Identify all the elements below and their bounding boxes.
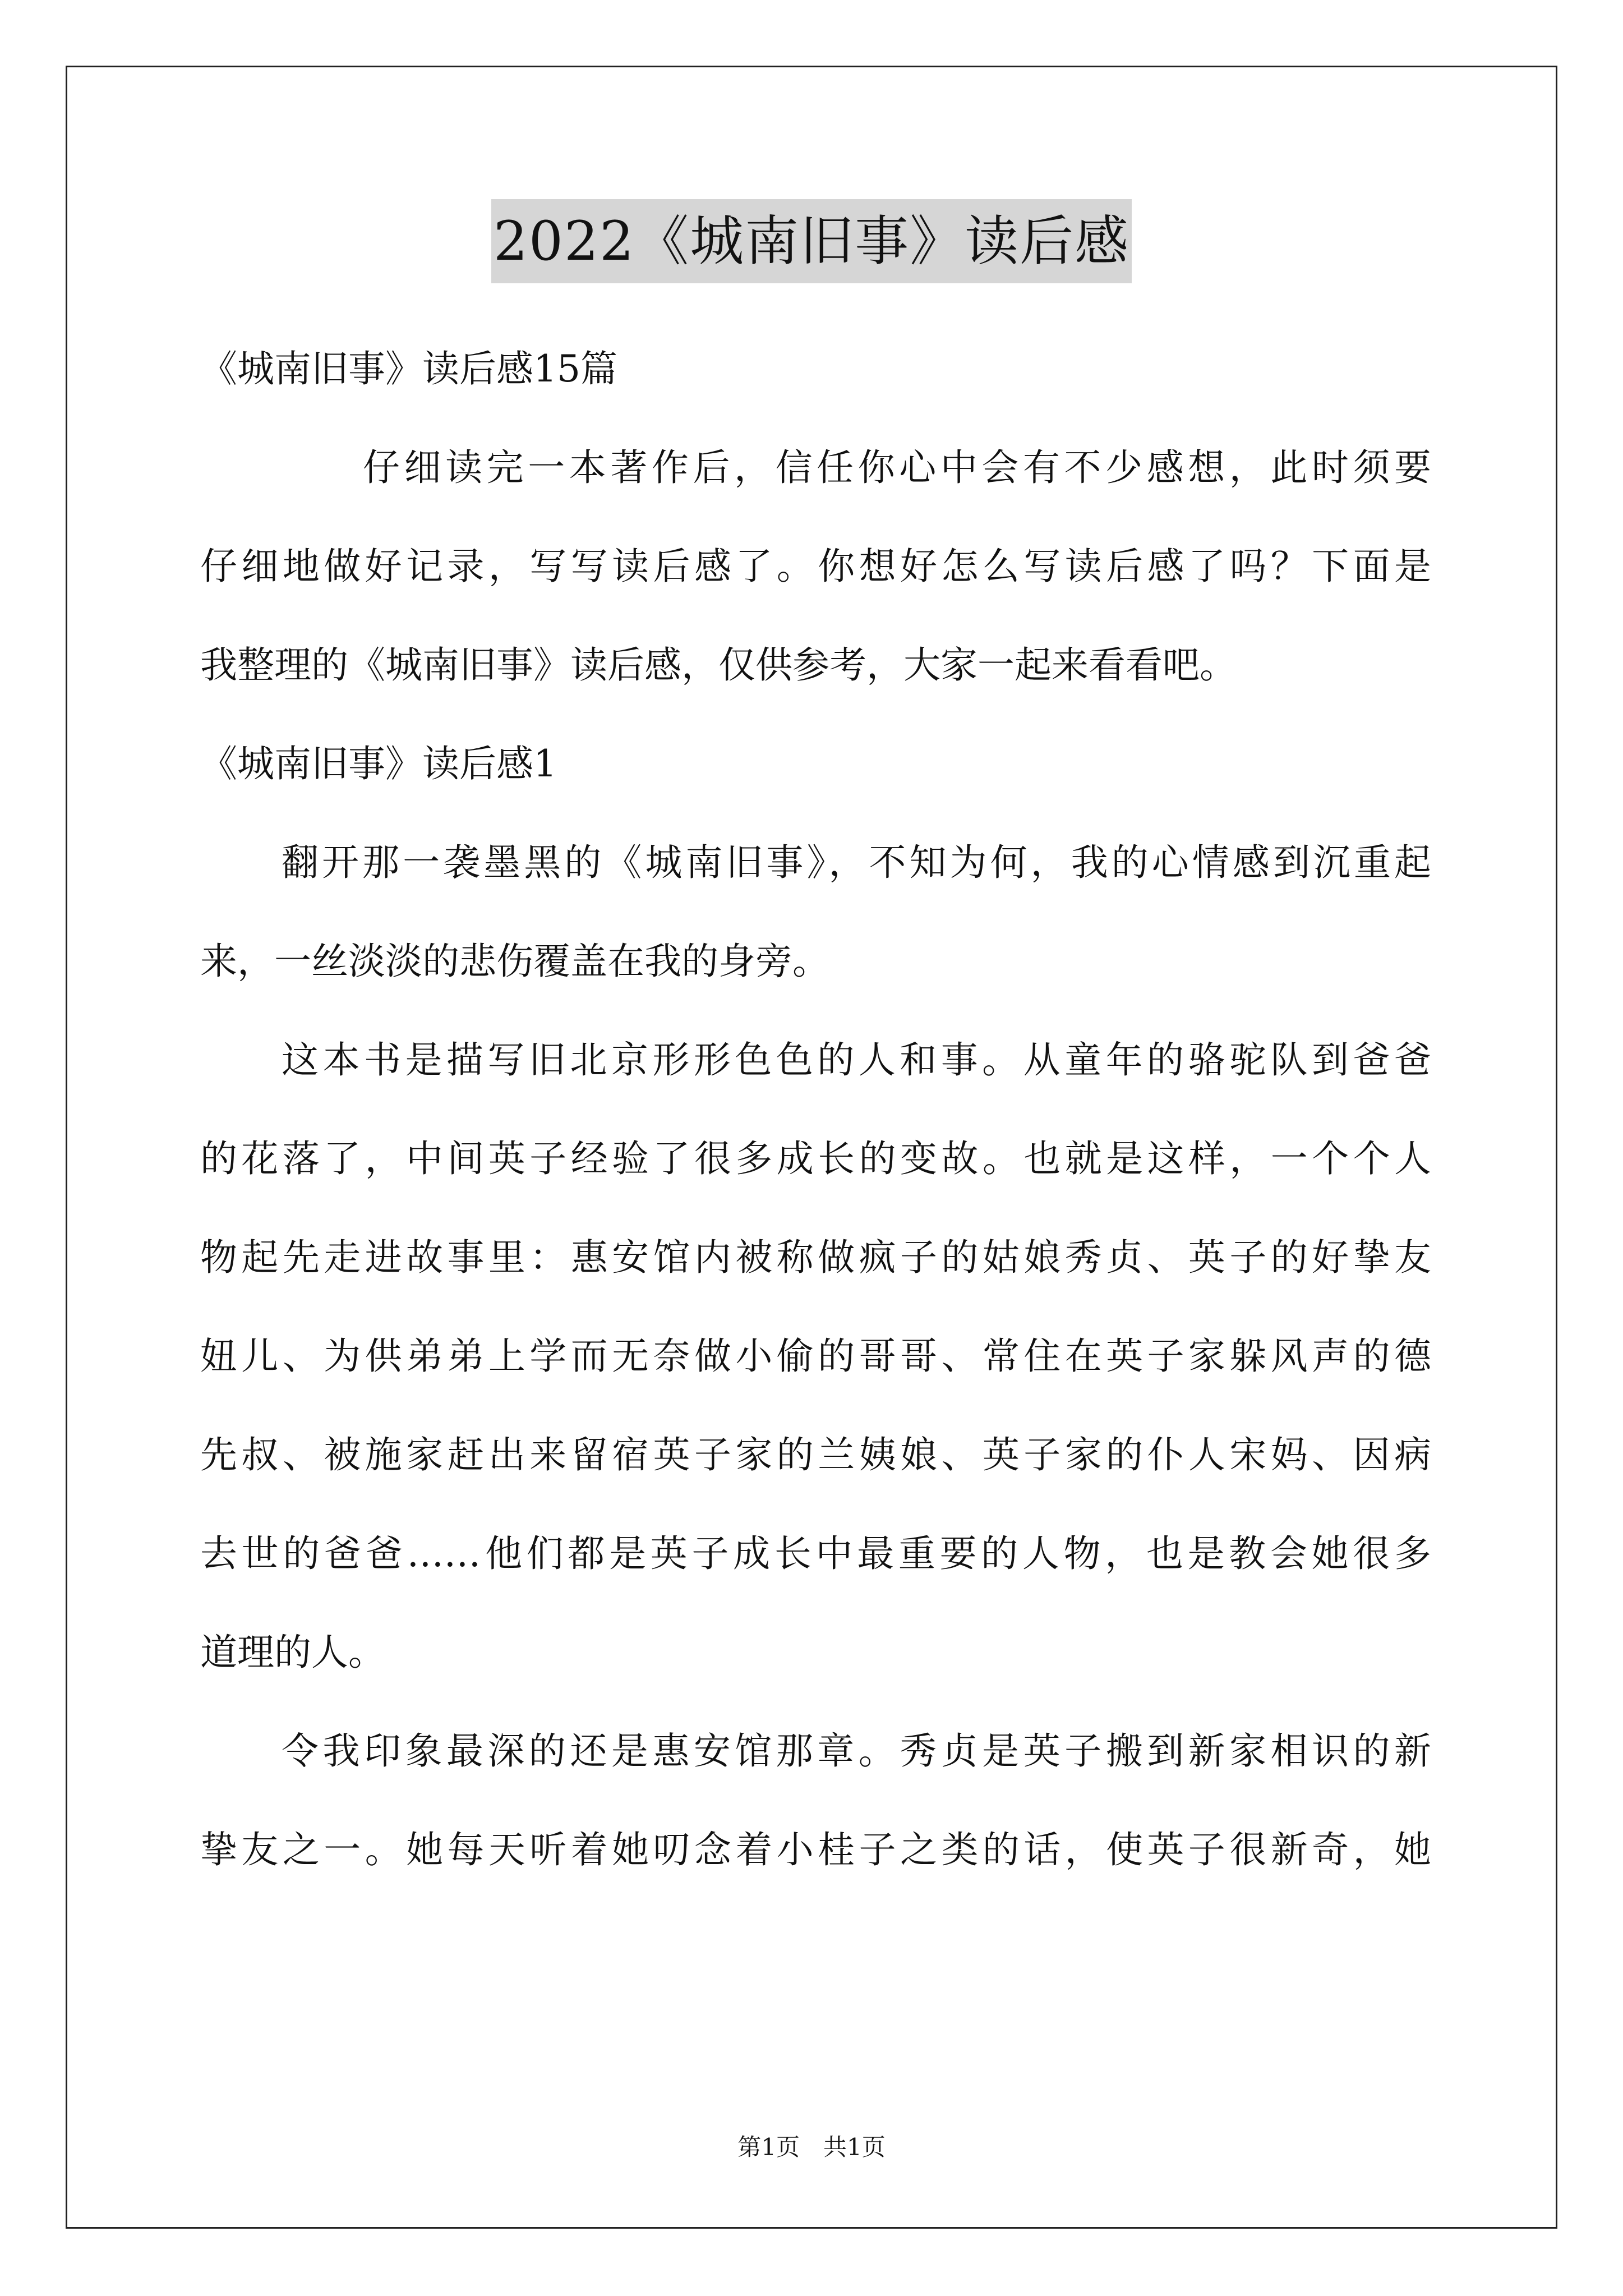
body-line: 这本书是描写旧北京形形色色的人和事。从童年的骆驼队到爸爸 bbox=[282, 1038, 1431, 1082]
body-line: 去世的爸爸……他们都是英子成长中最重要的人物，也是教会她很多 bbox=[200, 1532, 1431, 1575]
document-title: 2022《城南旧事》读后感 bbox=[491, 199, 1132, 283]
title-container bbox=[0, 199, 1623, 283]
body-line: 令我印象最深的还是惠安馆那章。秀贞是英子搬到新家相识的新 bbox=[282, 1729, 1431, 1773]
body-line: 我整理的《城南旧事》读后感，仅供参考，大家一起来看看吧。 bbox=[200, 643, 1237, 687]
document-body bbox=[200, 320, 1431, 1899]
page-footer: 第1页 共1页 bbox=[737, 2133, 886, 2161]
body-line: 物起先走进故事里：惠安馆内被称做疯子的姑娘秀贞、英子的好挚友 bbox=[200, 1236, 1431, 1279]
body-line: 道理的人。 bbox=[200, 1631, 385, 1674]
body-line: 仔细地做好记录，写写读后感了。你想好怎么写读后感了吗？下面是 bbox=[200, 545, 1431, 588]
body-line: 妞儿、为供弟弟上学而无奈做小偷的哥哥、常住在英子家躲风声的德 bbox=[200, 1335, 1431, 1378]
body-line: 翻开那一袭墨黑的《城南旧事》，不知为何，我的心情感到沉重起 bbox=[282, 841, 1431, 884]
body-line: 仔细读完一本著作后，信任你心中会有不少感想，此时须要 bbox=[363, 446, 1431, 489]
section-heading: 《城南旧事》读后感1 bbox=[200, 742, 557, 785]
body-line: 来，一丝淡淡的悲伤覆盖在我的身旁。 bbox=[200, 940, 829, 983]
body-line: 的花落了，中间英子经验了很多成长的变故。也就是这样，一个个人 bbox=[200, 1137, 1431, 1180]
body-line: 先叔、被施家赶出来留宿英子家的兰姨娘、英子家的仆人宋妈、因病 bbox=[200, 1433, 1431, 1476]
section-heading: 《城南旧事》读后感15篇 bbox=[200, 347, 617, 390]
body-line: 挚友之一。她每天听着她叨念着小桂子之类的话，使英子很新奇，她 bbox=[200, 1828, 1431, 1871]
